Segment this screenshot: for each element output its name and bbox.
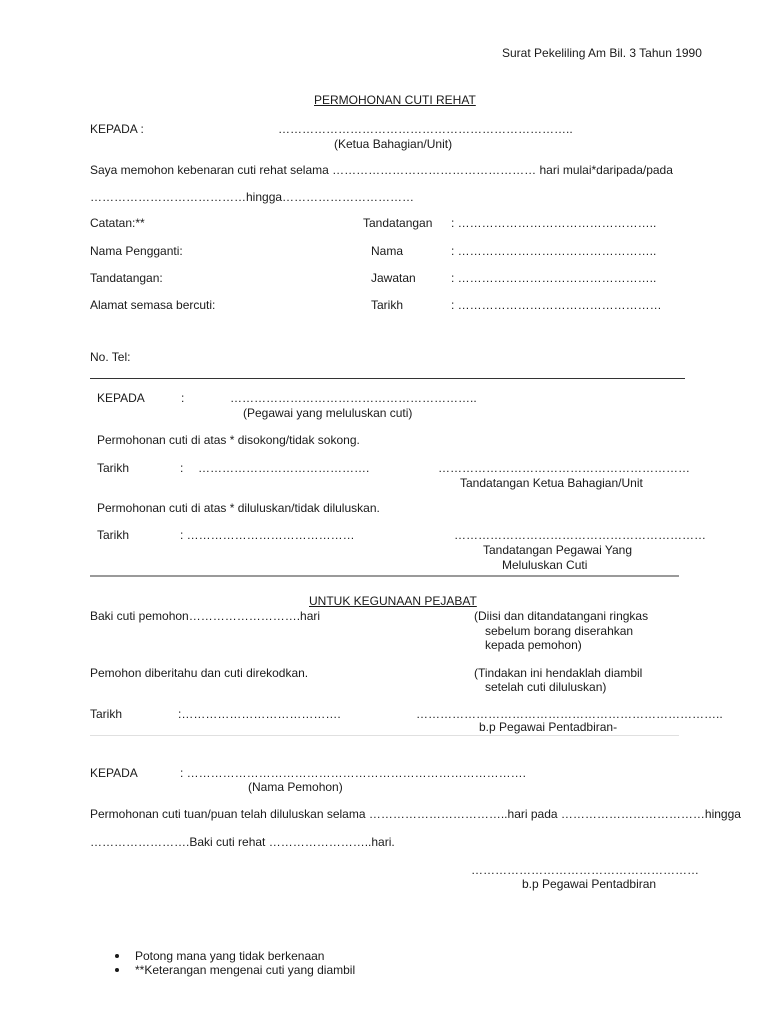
right-jawatan-label: Jawatan xyxy=(371,271,416,285)
approval-kepada-colon: : xyxy=(181,391,185,405)
right-tarikh-label: Tarikh xyxy=(371,298,404,312)
approve-text: Permohonan cuti di atas * diluluskan/tidak diluluskan. xyxy=(97,501,380,515)
catatan-label: Catatan:** xyxy=(90,216,145,230)
right-jawatan-field[interactable]: : ………………………………………….. xyxy=(451,271,657,285)
sign1-field[interactable]: ……………………………………………………… xyxy=(438,461,690,475)
office-sign-field[interactable]: ………………………………………………………………….. xyxy=(416,707,723,721)
document-reference: Surat Pekeliling Am Bil. 3 Tahun 1990 xyxy=(502,46,702,60)
direkod-text: Pemohon diberitahu dan cuti direkodkan. xyxy=(90,666,309,680)
tarikh2-label: Tarikh xyxy=(97,528,130,542)
form-title: PERMOHONAN CUTI REHAT xyxy=(314,93,476,107)
office-note1-line1: (Diisi dan ditandatangani ringkas xyxy=(474,609,649,623)
bullet-icon xyxy=(115,954,119,958)
office-note1-line3: kepada pemohon) xyxy=(485,638,582,652)
bullet-icon xyxy=(115,968,119,972)
approval-kepada-label: KEPADA xyxy=(97,391,145,405)
baki-cuti-text[interactable]: Baki cuti pemohon……………………….hari xyxy=(90,609,321,623)
tarikh1-colon: : xyxy=(180,461,184,475)
office-section-title: UNTUK KEGUNAAN PEJABAT xyxy=(309,594,477,608)
sign2-field[interactable]: ……………………………………………………… xyxy=(454,528,706,542)
reply-sign-caption: b.p Pegawai Pentadbiran xyxy=(522,877,657,891)
office-note2-line1: (Tindakan ini hendaklah diambil xyxy=(474,666,643,680)
section-divider xyxy=(90,378,685,379)
tarikh1-label: Tarikh xyxy=(97,461,130,475)
approved-text-line1[interactable]: Permohonan cuti tuan/puan telah diluluskan selama ……………………………..hari pada ………………………………hingga xyxy=(90,807,741,821)
kepada-caption: (Ketua Bahagian/Unit) xyxy=(334,137,453,151)
approval-kepada-caption: (Pegawai yang meluluskan cuti) xyxy=(243,406,413,420)
footnote-item: Potong mana yang tidak berkenaan xyxy=(135,949,325,963)
nama-pengganti-label: Nama Pengganti: xyxy=(90,244,183,258)
reply-kepada-field[interactable]: : …………………………………………………………………………. xyxy=(180,766,527,780)
sign1-caption: Tandatangan Ketua Bahagian/Unit xyxy=(460,476,643,490)
request-text-line2[interactable]: …………………………………hingga…………………………… xyxy=(90,190,415,204)
office-note2-line2: setelah cuti diluluskan) xyxy=(485,680,607,694)
no-tel-label: No. Tel: xyxy=(90,350,131,364)
section-divider xyxy=(90,575,679,577)
reply-kepada-caption: (Nama Pemohon) xyxy=(248,780,343,794)
sign2-caption-line1: Tandatangan Pegawai Yang xyxy=(483,543,633,557)
office-tarikh-label: Tarikh xyxy=(90,707,123,721)
alamat-label: Alamat semasa bercuti: xyxy=(90,298,216,312)
right-tandatangan-label: Tandatangan xyxy=(363,216,433,230)
kepada-label: KEPADA : xyxy=(90,122,144,136)
right-nama-field[interactable]: : ………………………………………….. xyxy=(451,244,657,258)
right-tarikh-field[interactable]: : …………………………………………… xyxy=(451,298,662,312)
tandatangan-label: Tandatangan: xyxy=(90,271,163,285)
tarikh1-field[interactable]: ……………………………………. xyxy=(198,461,370,475)
section-divider xyxy=(90,735,679,736)
office-tarikh-field[interactable]: :…………………………………. xyxy=(178,707,341,721)
approved-text-line2[interactable]: …………………….Baki cuti rehat ……………………..hari. xyxy=(90,835,395,849)
tarikh2-field[interactable]: : …………………………………… xyxy=(180,528,355,542)
reply-kepada-label: KEPADA xyxy=(90,766,138,780)
approval-kepada-field[interactable]: …………………………………………………….. xyxy=(230,391,477,405)
reply-sign-field[interactable]: ………………………………………………… xyxy=(471,863,699,877)
sign2-caption-line2: Meluluskan Cuti xyxy=(502,558,588,572)
kepada-field[interactable]: ……………………………………………………………….. xyxy=(278,122,573,136)
office-note1-line2: sebelum borang diserahkan xyxy=(485,624,634,638)
request-text-line1[interactable]: Saya memohon kebenaran cuti rehat selama …………………………………………… hari mulai*daripada/pada xyxy=(90,163,673,177)
support-text: Permohonan cuti di atas * disokong/tidak sokong. xyxy=(97,433,360,447)
right-nama-label: Nama xyxy=(371,244,404,258)
footnote-item: **Keterangan mengenai cuti yang diambil xyxy=(135,963,356,977)
office-sign-caption: b.p Pegawai Pentadbiran- xyxy=(479,720,618,734)
right-tandatangan-field[interactable]: : ………………………………………….. xyxy=(451,216,657,230)
